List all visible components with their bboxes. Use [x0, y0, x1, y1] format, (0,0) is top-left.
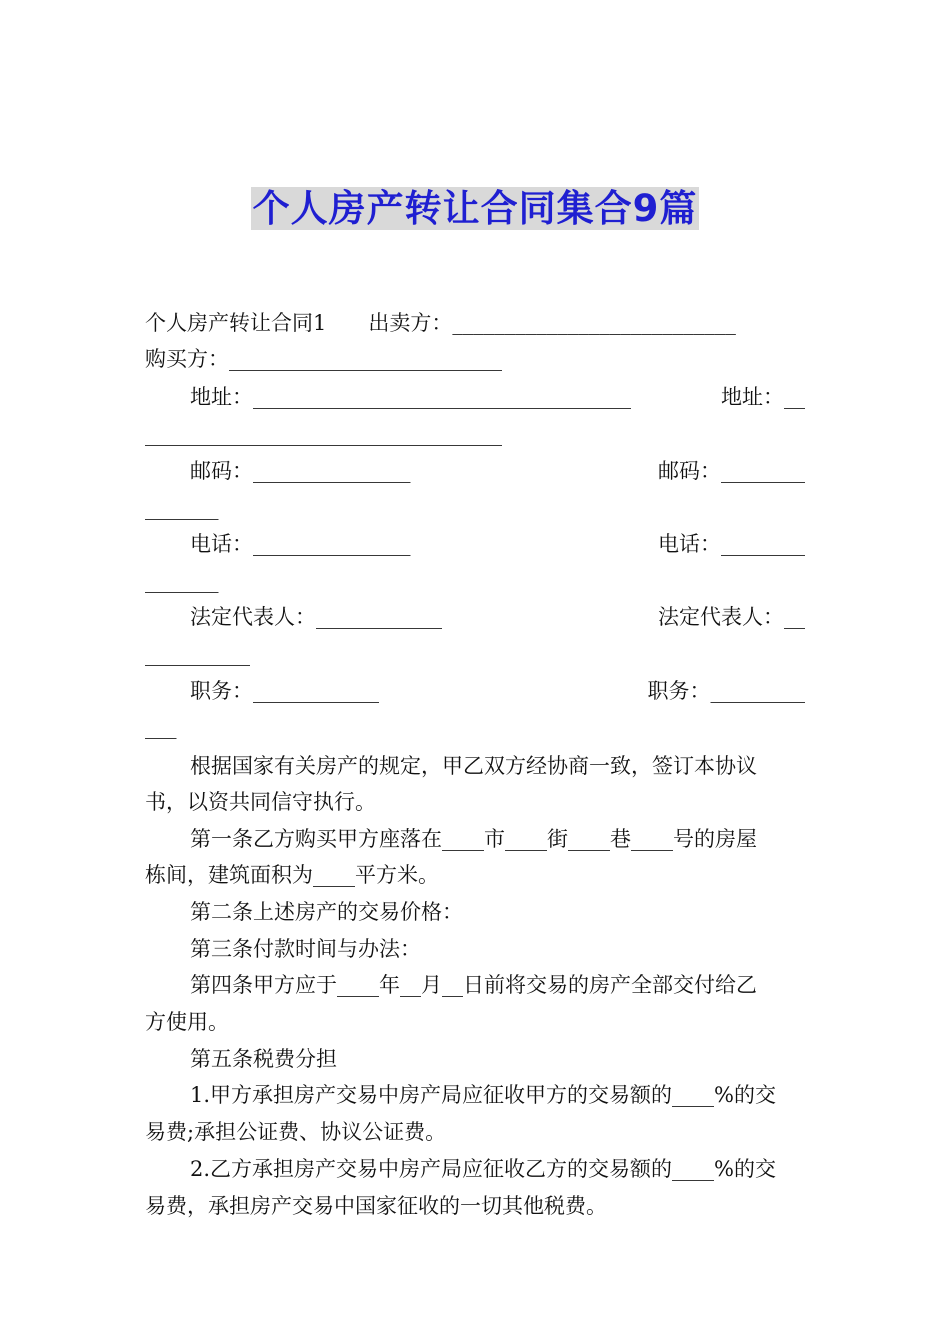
buyer-address-line: 地址：__ [721, 385, 805, 409]
buyer-phone-continuation: _______ [145, 569, 219, 593]
article-5-item-1: 1.甲方承担房产交易中房产局应征收甲方的交易额的____%的交 [190, 1083, 776, 1107]
document-title: 个人房产转让合同集合9篇 [252, 187, 698, 230]
article-5-item-2: 2.乙方承担房产交易中房产局应征收乙方的交易额的____%的交 [190, 1157, 776, 1181]
buyer-postcode-line: 邮码：________ [658, 459, 805, 483]
seller-position-line: 职务：____________ [190, 679, 379, 703]
article-5-item-2-cont: 易费，承担房产交易中国家征收的一切其他税费。 [145, 1194, 607, 1218]
contract-heading-seller-line: 个人房产转让合同1 出卖方：___________________________ [145, 311, 736, 335]
buyer-address-continuation: __________________________________ [145, 422, 502, 446]
preamble-paragraph-cont: 书，以资共同信守执行。 [145, 790, 376, 814]
buyer-legal-rep-continuation: __________ [145, 642, 250, 666]
article-4: 第四条甲方应于____年__月__日前将交易的房产全部交付给乙 [190, 973, 757, 997]
buyer-postcode-continuation: _______ [145, 496, 219, 520]
buyer-legal-rep-line: 法定代表人：__ [658, 605, 805, 629]
article-1-cont: 栋间，建筑面积为____平方米。 [145, 863, 439, 887]
article-5-item-1-cont: 易费;承担公证费、协议公证费。 [145, 1120, 447, 1144]
article-2: 第二条上述房产的交易价格： [190, 900, 463, 924]
buyer-position-line: 职务：_________ [647, 679, 805, 703]
preamble-paragraph: 根据国家有关房产的规定，甲乙双方经协商一致，签订本协议 [190, 754, 757, 778]
buyer-line: 购买方：__________________________ [145, 347, 502, 371]
seller-legal-rep-line: 法定代表人：____________ [190, 605, 442, 629]
article-5: 第五条税费分担 [190, 1047, 337, 1071]
seller-phone-line: 电话：_______________ [190, 532, 411, 556]
article-1: 第一条乙方购买甲方座落在____市____街____巷____号的房屋 [190, 827, 757, 851]
article-3: 第三条付款时间与办法： [190, 937, 421, 961]
buyer-phone-line: 电话：________ [658, 532, 805, 556]
seller-address-line: 地址：____________________________________ [190, 385, 631, 409]
seller-postcode-line: 邮码：_______________ [190, 459, 411, 483]
article-4-cont: 方使用。 [145, 1010, 229, 1034]
buyer-position-continuation: ___ [145, 715, 177, 739]
